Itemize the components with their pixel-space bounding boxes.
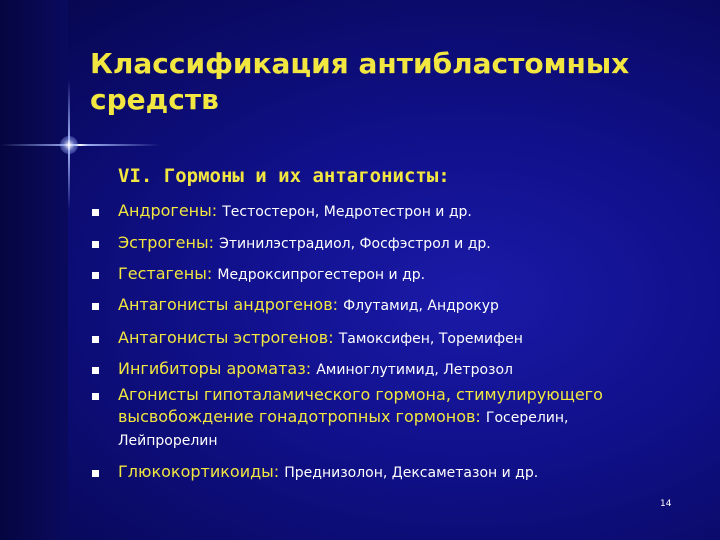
list-item-term: Глюкокортикоиды: — [118, 462, 280, 481]
list-item-term: Агонисты гипоталамического гормона, стимулирующего высвобождение гонадотропных гормонов: — [118, 385, 603, 426]
list-item-desc: Аминоглутимид, Летрозол — [316, 362, 513, 378]
slide-title: Классификация антибластомных средств — [90, 47, 630, 116]
square-bullet-icon — [92, 336, 99, 343]
slide-subtitle: VI. Гормоны и их антагонисты: — [118, 165, 450, 187]
list-item-desc: Госерелин, Лейпрорелин — [118, 410, 569, 449]
list-item-desc: Преднизолон, Дексаметазон и др. — [284, 465, 539, 481]
list-item-text — [118, 358, 658, 381]
square-bullet-icon — [92, 241, 99, 248]
list-item-term: Гестагены: — [118, 264, 213, 283]
list-item-term: Эстрогены: — [118, 233, 214, 252]
square-bullet-icon — [92, 303, 99, 310]
square-bullet-icon — [92, 209, 99, 216]
list-item-text — [118, 327, 658, 350]
list-item-desc: Тамоксифен, Торемифен — [338, 331, 523, 347]
list-item-desc: Тестостерон, Медротестрон и др. — [222, 204, 472, 220]
list-item-term: Антагонисты андрогенов: — [118, 295, 339, 314]
list-item-desc: Медроксипрогестерон и др. — [217, 267, 426, 283]
left-band — [0, 0, 68, 540]
list-item-term: Ингибиторы ароматаз: — [118, 359, 312, 378]
list-item-text — [118, 232, 658, 255]
list-item-desc: Этинилэстрадиол, Фосфэстрол и др. — [219, 236, 491, 252]
list-item-text — [118, 263, 658, 286]
list-item-text — [118, 200, 658, 223]
sparkle-horizontal-line — [0, 144, 160, 146]
list-item-term: Антагонисты эстрогенов: — [118, 328, 334, 347]
square-bullet-icon — [92, 367, 99, 374]
square-bullet-icon — [92, 272, 99, 279]
list-item-desc: Флутамид, Андрокур — [343, 298, 499, 314]
list-item-text — [118, 294, 658, 317]
list-item-term: Андрогены: — [118, 201, 218, 220]
list-item-text — [118, 461, 658, 484]
sparkle-star-icon — [60, 136, 78, 154]
page-number: 14 — [660, 499, 672, 509]
list-item-text — [118, 384, 658, 452]
square-bullet-icon — [92, 470, 99, 477]
square-bullet-icon — [92, 393, 99, 400]
